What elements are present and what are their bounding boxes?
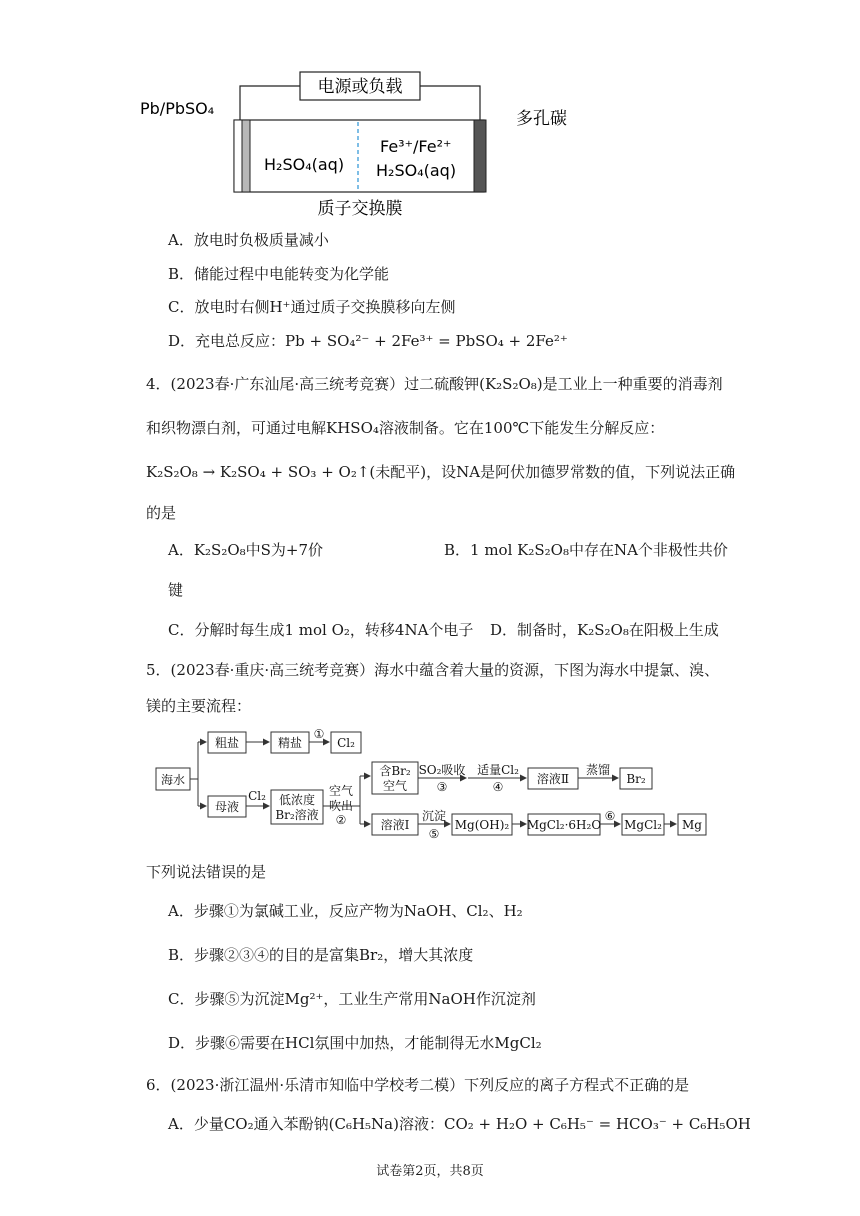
q5-line1: 5．(2023春·重庆·高三统考竞赛）海水中蕴含着大量的资源，下图为海水中提氯、溴、 — [146, 661, 720, 679]
left-solution-label: H₂SO₄(aq) — [264, 155, 345, 174]
q3-option-c: C．放电时右侧H⁺通过质子交换膜移向左侧 — [168, 298, 456, 316]
q4-option-a: A．K₂S₂O₈中S为+7价 — [168, 541, 324, 559]
q6-option-a: A．少量CO₂通入苯酚钠(C₆H₅Na)溶液：CO₂ + H₂O + C₆H₅⁻ = HCO₃⁻ + C₆H₅OH — [168, 1115, 751, 1133]
low-br2-label-1: 低浓度 — [278, 793, 316, 807]
q5-option-a: A．步骤①为氯碱工业，反应产物为NaOH、Cl₂、H₂ — [168, 902, 523, 920]
q4-option-d: D．制备时，K₂S₂O₈在阳极上生成 — [490, 621, 719, 639]
air-label-1: 空气 — [328, 784, 354, 798]
mother-liquor-label: 母液 — [214, 800, 240, 814]
proper-cl2-label: 适量Cl₂ — [477, 763, 519, 777]
q4-line4: 的是 — [146, 504, 177, 522]
q4-option-b: B．1 mol K₂S₂O₈中存在NA个非极性共价 — [444, 541, 728, 559]
contain-br2-label-1: 含Br₂ — [379, 764, 411, 778]
distill-label: 蒸馏 — [585, 763, 611, 777]
right-solution-label-1: Fe³⁺/Fe²⁺ — [380, 137, 452, 156]
step4-label: ④ — [492, 780, 504, 794]
left-electrode-outer — [234, 120, 242, 192]
air-label-2: 吹出 — [328, 799, 354, 813]
membrane-label: 质子交换膜 — [317, 199, 403, 219]
q4-line3: K₂S₂O₈ → K₂SO₄ + SO₃ + O₂↑(未配平)，设NA是阿伏加德罗常数的值，下列说法正确 — [146, 463, 736, 481]
step3-label: ③ — [436, 780, 448, 794]
right-wire — [420, 86, 480, 120]
low-br2-label-2: Br₂溶液 — [275, 808, 319, 822]
q4-option-c: C．分解时每生成1 mol O₂，转移4NA个电子 — [168, 621, 474, 639]
mgcl2-label: MgCl₂ — [624, 818, 662, 832]
q5-option-b: B．步骤②③④的目的是富集Br₂，增大其浓度 — [168, 946, 474, 964]
step5-label: ⑤ — [428, 827, 440, 841]
battery-diagram — [140, 68, 600, 224]
q5-line2: 镁的主要流程： — [146, 697, 252, 715]
seawater-label: 海水 — [160, 773, 186, 787]
cl2-label: Cl₂ — [337, 736, 355, 750]
q4-option-b-cont: 键 — [168, 581, 184, 599]
right-electrode-label: 多孔碳 — [516, 109, 567, 129]
q4-line1: 4．(2023春·广东汕尾·高三统考竞赛）过二硫酸钾(K₂S₂O₈)是工业上一种重要的消毒剂 — [146, 375, 723, 393]
precipitate-label: 沉淀 — [421, 809, 447, 823]
q4-line2: 和织物漂白剂，可通过电解KHSO₄溶液制备。它在100℃下能发生分解反应： — [146, 419, 665, 437]
right-solution-label-2: H₂SO₄(aq) — [376, 161, 457, 180]
refined-salt-label: 精盐 — [277, 736, 303, 750]
cl2-arrow-label: Cl₂ — [248, 789, 266, 803]
crude-salt-label: 粗盐 — [214, 736, 240, 750]
left-wire — [240, 86, 300, 120]
solution2-label: 溶液Ⅱ — [536, 772, 570, 786]
contain-br2-label-2: 空气 — [382, 779, 408, 793]
so2-absorb-label: SO₂吸收 — [418, 763, 466, 777]
right-electrode — [474, 120, 486, 192]
seawater-flowchart — [146, 724, 716, 844]
step1-label: ① — [313, 727, 325, 741]
q5-option-d: D．步骤⑥需要在HCl氛围中加热，才能制得无水MgCl₂ — [168, 1034, 542, 1052]
br2-label: Br₂ — [626, 772, 646, 786]
step6-label: ⑥ — [604, 809, 616, 823]
mgoh2-label: Mg(OH)₂ — [454, 818, 510, 832]
page-footer: 试卷第2页，共8页 — [376, 1164, 484, 1179]
q3-option-a: A．放电时负极质量减小 — [168, 231, 329, 249]
mgcl2-6h2o-label: MgCl₂·6H₂O — [526, 818, 602, 832]
q5-option-c: C．步骤⑤为沉淀Mg²⁺，工业生产常用NaOH作沉淀剂 — [168, 990, 536, 1008]
q3-option-b: B．储能过程中电能转变为化学能 — [168, 265, 390, 283]
power-label: 电源或负载 — [317, 77, 403, 97]
left-electrode — [242, 120, 250, 192]
step2-label: ② — [335, 813, 347, 827]
q6-line1: 6．(2023·浙江温州·乐清市知临中学校考二模）下列反应的离子方程式不正确的是 — [146, 1076, 690, 1094]
q3-option-d: D．充电总反应：Pb + SO₄²⁻ + 2Fe³⁺ = PbSO₄ + 2Fe²⁺ — [168, 332, 568, 350]
mg-label: Mg — [682, 818, 702, 832]
q5-prompt: 下列说法错误的是 — [146, 863, 267, 881]
solution1-label: 溶液Ⅰ — [380, 818, 410, 832]
left-electrode-label: Pb/PbSO₄ — [140, 99, 215, 118]
